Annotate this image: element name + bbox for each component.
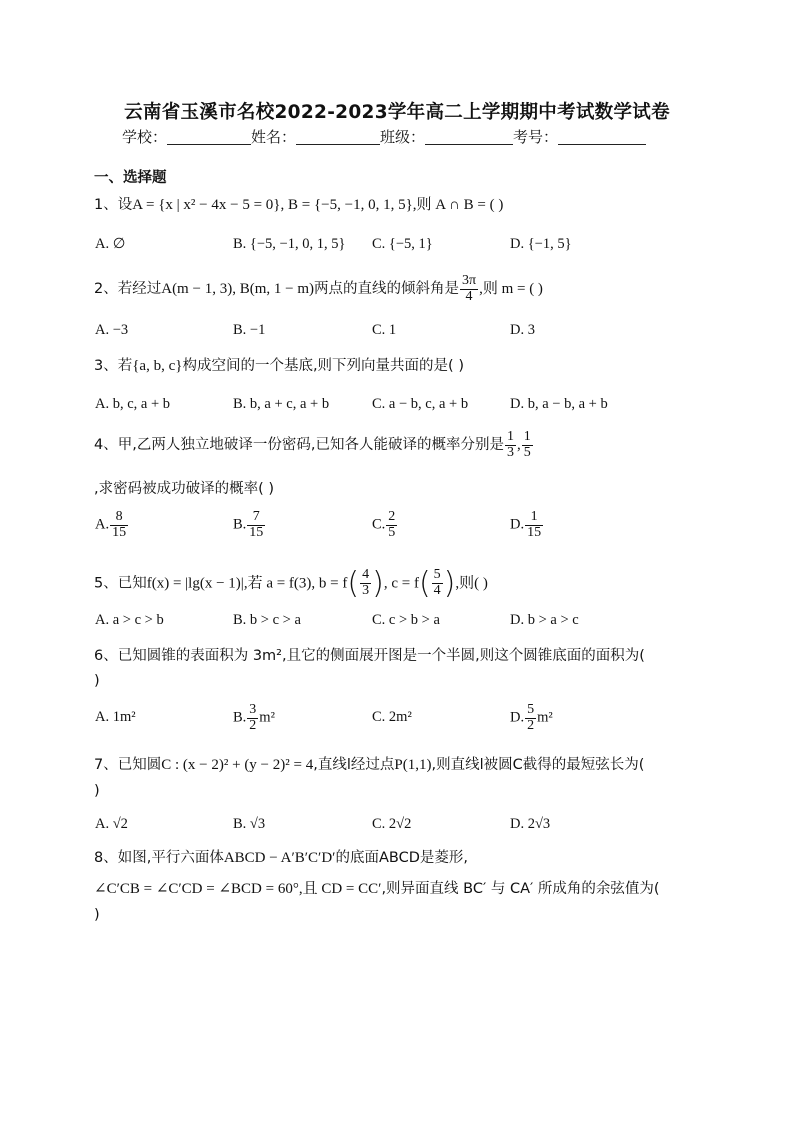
question-number: 3、若 <box>94 358 133 374</box>
question-text: 的底面ABCD是菱形, <box>335 850 468 866</box>
page-title: 云南省玉溪市名校2022-2023学年高二上学期期中考试数学试卷 <box>124 102 670 123</box>
option-a[interactable]: A. √2 <box>95 816 128 832</box>
option-d[interactable]: D. b, a − b, a + b <box>510 396 608 412</box>
question-1 <box>94 193 503 214</box>
options-2 <box>95 322 715 346</box>
class-blank[interactable] <box>425 130 513 145</box>
math-expression: {a, b, c} <box>132 358 183 374</box>
name-label: 姓名： <box>251 128 297 146</box>
student-info-line <box>122 126 682 147</box>
question-8 <box>94 846 468 867</box>
option-b[interactable]: B. $\frac{3}{2}$ m² <box>233 702 275 733</box>
denominator: 5 <box>523 444 531 460</box>
question-8-continuation: ) <box>94 907 100 923</box>
option-b[interactable]: B. $\frac{7}{15}$ <box>233 509 264 540</box>
question-4-continuation: ,求密码被成功破译的概率( ) <box>94 481 275 497</box>
option-c[interactable]: C. {−5, 1} <box>372 236 433 252</box>
denominator: 4 <box>433 583 441 598</box>
question-text: ,则 m = ( ) <box>479 281 543 298</box>
denominator: 15 <box>249 524 264 540</box>
math-expression: , B = {−5, −1, 0, 1, 5} <box>280 197 413 213</box>
question-number: 6、已知圆锥的表面积为 3m² <box>94 648 282 664</box>
denominator: 3 <box>362 583 370 598</box>
option-b[interactable]: B. {−5, −1, 0, 1, 5} <box>233 236 346 252</box>
option-a[interactable]: A. b, c, a + b <box>95 396 171 412</box>
question-4: 4、甲,乙两人独立地破译一份密码,已知各人能破译的概率分别是 $\frac{1}{3}$ , $\frac{1}{5}$ <box>94 429 531 460</box>
options-1 <box>95 236 715 260</box>
math-expression: P(1,1) <box>394 757 432 773</box>
option-d[interactable]: D. 2√3 <box>510 816 551 832</box>
question-text: ,且它的侧面展开图是一个半圆,则这个圆锥底面的面积为( <box>282 648 645 664</box>
class-label: 班级： <box>380 128 426 146</box>
option-b[interactable]: B. √3 <box>233 816 266 832</box>
denominator: 4 <box>465 288 473 304</box>
question-number: 5、已知 <box>94 575 147 592</box>
option-c[interactable]: C. 1 <box>372 322 397 338</box>
question-6-continuation: ) <box>94 673 100 689</box>
question-text: 构成空间的一个基底,则下列向量共面的是( ) <box>182 358 464 374</box>
denominator: 3 <box>506 444 514 460</box>
question-5: 5、已知f(x) = |lg(x − 1)|,若 a = f(3), b = f( $\frac{4}{3}$ ), c = f( $\frac{5}{4}$ ),则( ) <box>94 566 488 601</box>
math-expression: ∠C′CB = ∠C′CD = ∠BCD = 60° <box>94 881 299 897</box>
option-c[interactable]: C. 2m² <box>372 709 412 725</box>
question-text: ,则异面直线 BC′ 与 CA′ 所成角的余弦值为( <box>381 881 660 897</box>
math-expression: C : (x − 2)² + (y − 2)² = 4 <box>161 757 314 773</box>
number-blank[interactable] <box>558 130 646 145</box>
option-c[interactable]: C. a − b, c, a + b <box>372 396 469 412</box>
question-7-continuation: ) <box>94 783 100 799</box>
question-text: ,则 A ∩ B = ( ) <box>412 197 504 213</box>
name-blank[interactable] <box>296 130 380 145</box>
question-number: 4、甲,乙两人独立地破译一份密码,已知各人能破译的概率分别是 <box>94 437 504 454</box>
options-7 <box>95 816 715 840</box>
fraction <box>505 430 516 460</box>
options-4 <box>95 510 715 550</box>
option-a[interactable]: A. ∅ <box>95 236 126 252</box>
options-3 <box>95 396 715 420</box>
option-d[interactable]: D. 3 <box>510 322 535 338</box>
math-expression: ABCD − A′B′C′D′ <box>223 850 336 866</box>
question-text: 两点的直线的倾斜角是 <box>313 281 459 298</box>
numerator: 3π <box>461 273 477 288</box>
school-blank[interactable] <box>167 130 251 145</box>
fraction <box>432 568 443 598</box>
options-6 <box>95 703 715 743</box>
question-number: 2、若经过 <box>94 281 162 298</box>
option-c[interactable]: C. $\frac{2}{5}$ <box>372 509 396 540</box>
option-b[interactable]: B. b > c > a <box>233 612 301 628</box>
option-c[interactable]: C. 2√2 <box>372 816 412 832</box>
question-3 <box>94 354 464 375</box>
option-a[interactable]: A. a > c > b <box>95 612 164 628</box>
question-number: 1、设 <box>94 197 133 213</box>
fraction <box>522 430 533 460</box>
numerator: 1 <box>525 510 543 526</box>
numerator: 2 <box>388 509 396 524</box>
numerator: 5 <box>527 702 535 717</box>
math-expression: ,且 CD = CC′ <box>298 881 382 897</box>
option-a[interactable]: A. −3 <box>95 322 129 338</box>
math-expression: A(m − 1, 3) <box>161 281 233 298</box>
numerator: 5 <box>433 567 441 583</box>
school-label: 学校： <box>122 128 168 146</box>
option-d[interactable]: D. $\frac{1}{15}$ <box>510 509 542 540</box>
question-text: ,则直线l被圆C截得的最短弦长为( <box>431 757 645 773</box>
numerator: 7 <box>247 510 265 526</box>
denominator: 15 <box>527 524 542 540</box>
question-6 <box>94 644 645 665</box>
math-expression: , c = f <box>383 575 419 592</box>
math-expression: , B(m, 1 − m) <box>232 281 314 298</box>
denominator: 2 <box>527 717 535 733</box>
numerator: 8 <box>110 510 128 526</box>
option-c[interactable]: C. c > b > a <box>372 612 440 628</box>
option-a[interactable]: A. $\frac{8}{15}$ <box>95 509 127 540</box>
denominator: 15 <box>112 524 127 540</box>
fraction <box>360 568 371 598</box>
option-d[interactable]: D. {−1, 5} <box>510 236 572 252</box>
question-number: 8、如图,平行六面体 <box>94 850 224 866</box>
question-2 <box>94 274 543 304</box>
numerator: 3 <box>249 702 257 717</box>
option-b[interactable]: B. b, a + c, a + b <box>233 396 330 412</box>
math-expression: f(x) = |lg(x − 1)| <box>146 575 244 592</box>
math-expression: , b = f <box>311 575 348 592</box>
denominator: 2 <box>249 717 257 733</box>
question-text: ,直线l经过点 <box>313 757 395 773</box>
question-7 <box>94 753 644 774</box>
math-expression: ,若 a = f(3) <box>243 575 312 592</box>
fraction <box>460 274 478 304</box>
numerator: 4 <box>362 567 370 583</box>
section-heading: 一、选择题 <box>94 170 167 186</box>
option-d[interactable]: D. b > a > c <box>510 612 579 628</box>
question-number: 7、已知圆 <box>94 757 162 773</box>
option-b[interactable]: B. −1 <box>233 322 266 338</box>
numerator: 1 <box>523 429 531 444</box>
question-text: ,则( ) <box>455 575 488 592</box>
option-a[interactable]: A. 1m² <box>95 709 136 725</box>
number-label: 考号： <box>513 128 559 146</box>
options-5 <box>95 612 715 636</box>
numerator: 1 <box>506 429 514 444</box>
question-8-line2 <box>94 877 660 898</box>
option-d[interactable]: D. $\frac{5}{2}$ m² <box>510 702 553 733</box>
denominator: 5 <box>388 524 396 540</box>
math-expression: A = {x | x² − 4x − 5 = 0} <box>132 197 281 213</box>
